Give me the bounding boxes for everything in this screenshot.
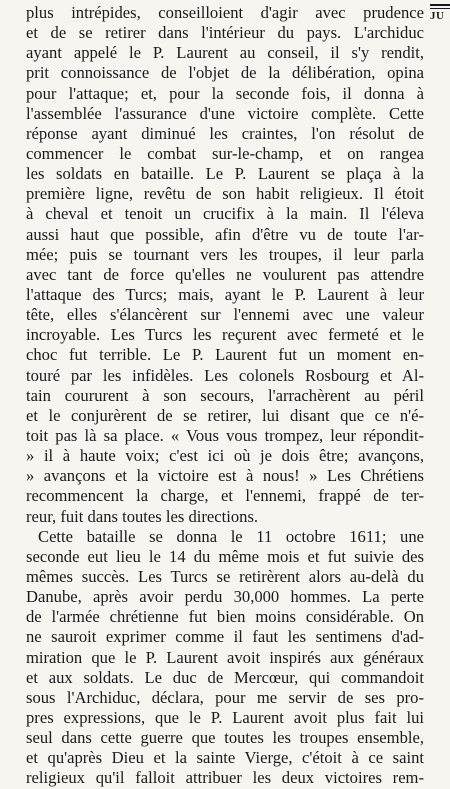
text-line: plus intrépides, conseilloient d'agir avec prudence xyxy=(26,3,424,22)
paragraph-2 xyxy=(26,527,424,789)
text-line: et le conjurèrent de se retirer, lui disant que ce n'é- xyxy=(26,405,424,425)
text-line: incroyable. Les Turcs les reçurent avec fermeté et le xyxy=(26,325,424,345)
text-line: sous l'Archiduc, déclara, pour me servir de ses pro- xyxy=(26,687,424,707)
text-line: l'attaque des Turcs; mais, ayant le P. Laurent à leur xyxy=(26,284,424,304)
body-text xyxy=(26,3,424,788)
text-line: prit connoissance de l'objet de la délibération, opina xyxy=(26,63,424,83)
text-line: toit pas là sa place. « Vous vous trompez, leur répondit- xyxy=(26,425,424,445)
text-line: les soldats en bataille. Le P. Laurent se plaça à la xyxy=(26,164,424,184)
text-line: pres expressions, que le P. Laurent avoit plus fait lui xyxy=(26,707,424,727)
text-line: ayant appelé le P. Laurent au conseil, il s'y rendit, xyxy=(26,43,424,63)
text-line: à cheval et tenoit un crucifix à la main. Il l'éleva xyxy=(26,204,424,224)
paragraph-1 xyxy=(26,3,424,527)
text-line: seul dans cette guerre que toutes les troupes ensemble, xyxy=(26,728,424,748)
text-line: Cette bataille se donna le 11 octobre 1611; une xyxy=(38,526,424,546)
text-line: première ligne, revêtu de son habit religieux. Il étoit xyxy=(26,184,424,204)
text-line: touré par les infidèles. Les colonels Rosbourg et Al- xyxy=(26,365,424,385)
text-line: recommencent la charge, et l'ennemi, frappé de ter- xyxy=(26,486,424,506)
text-line: miration que le P. Laurent avoit inspirés aux généraux xyxy=(26,647,424,667)
text-line: et qu'après Dieu et la sainte Vierge, c'étoit à ce saint xyxy=(26,748,424,768)
text-line: » il à haute voix; c'est ici où je dois être; avançons, xyxy=(26,446,424,466)
text-line: Danube, après avoir perdu 30,000 hommes. La perte xyxy=(26,587,424,607)
text-line: avec tant de force qu'elles ne voulurent pas attendre xyxy=(26,264,424,284)
text-line: de l'armée chrétienne fut bien moins considérable. On xyxy=(26,607,424,627)
text-line: » avançons et la victoire est à nous! » Les Chrétiens xyxy=(26,466,424,486)
text-line: commencer le combat sur-le-champ, et on rangea xyxy=(26,143,424,163)
text-line: ne sauroit exprimer comme il faut les sentimens d'ad- xyxy=(26,627,424,647)
text-line: religieux qu'il falloit attribuer les deux victoires rem- xyxy=(26,768,424,788)
text-line: mêmes succès. Les Turcs se retirèrent alors au-delà du xyxy=(26,566,424,586)
text-line: l'assemblée l'assurance d'une victoire complète. Cette xyxy=(26,103,424,123)
text-line: tête, elles s'élancèrent sur l'ennemi avec une valeur xyxy=(26,305,424,325)
text-line: choc fut terrible. Le P. Laurent fut un moment en- xyxy=(26,345,424,365)
text-line: réponse ayant diminué les craintes, l'on résolut de xyxy=(26,123,424,143)
margin-running-head: JU xyxy=(430,4,450,22)
text-line: mée; puis se tournant vers les troupes, il leur parla xyxy=(26,244,424,264)
text-line: aussi haut que possible, afin d'être vu de toute l'ar- xyxy=(26,224,424,244)
text-line: reur, fuit dans toutes les directions. xyxy=(26,506,259,526)
text-line: pour l'attaque; et, pour la seconde fois, il donna à xyxy=(26,83,424,103)
text-line: seconde eut lieu le 14 du même mois et fut suivie des xyxy=(26,546,424,566)
text-line: et aux soldats. Le duc de Mercœur, qui commandoit xyxy=(26,667,424,687)
text-line: et de se retirer dans l'intérieur du pays. L'archiduc xyxy=(26,23,424,43)
text-line: tain coururent à son secours, l'arrachèrent au péril xyxy=(26,385,424,405)
